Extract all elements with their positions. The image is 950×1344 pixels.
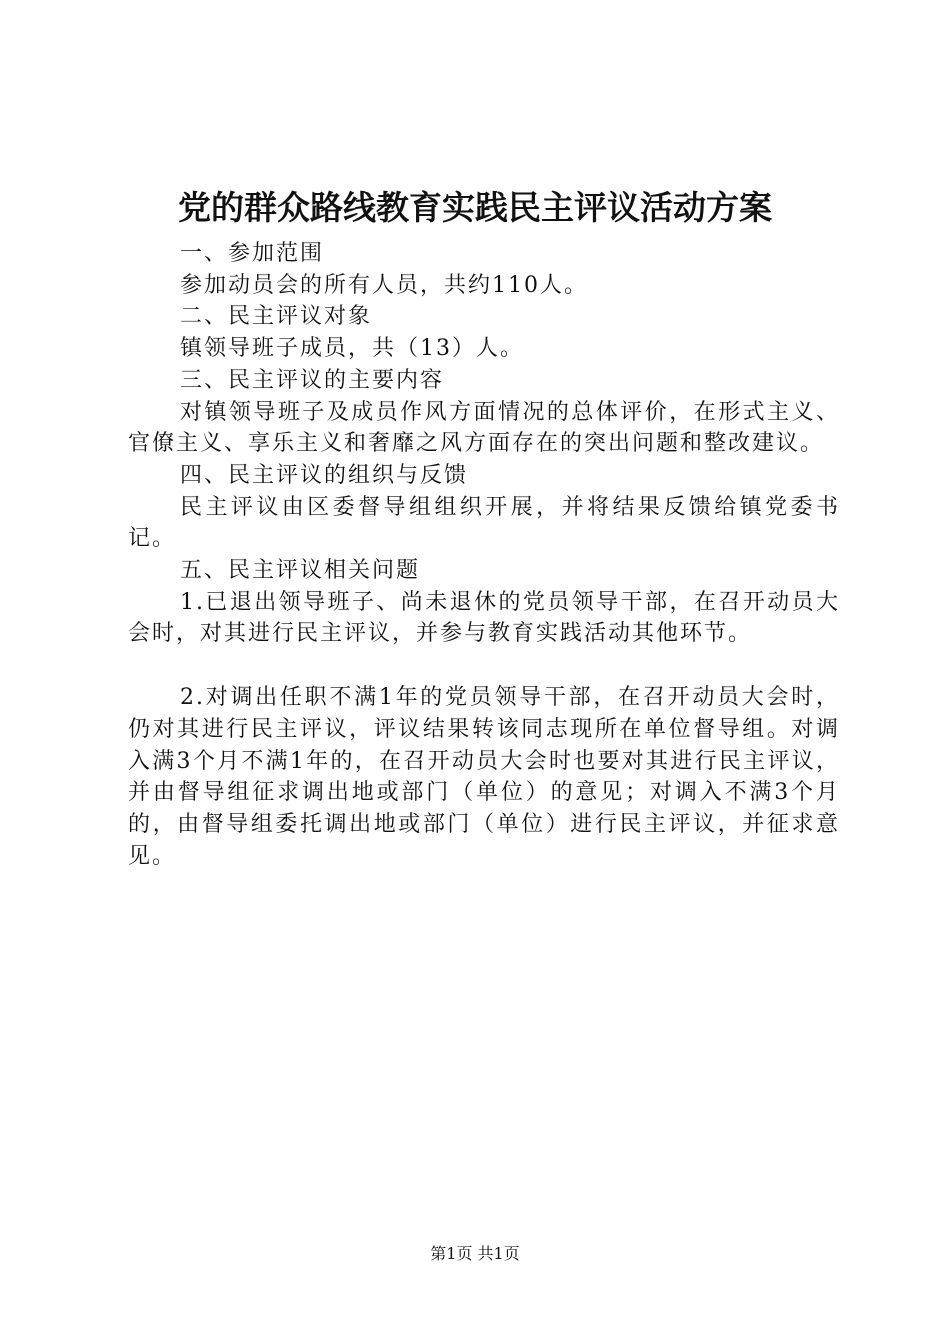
page-footer: 第1页 共1页 [430,1244,520,1263]
section-heading-related-issues: 五、民主评议相关问题 [180,558,421,584]
section-paragraph-scope: 参加动员会的所有人员，共约110人。 [180,272,588,298]
section-heading-targets: 二、民主评议对象 [180,304,373,330]
section-paragraph-content: 对镇领导班子及成员作风方面情况的总体评价，在形式主义、官僚主义、享乐主义和奢靡之风方面存在的突出问题和整改建议。 [128,399,840,457]
document-title: 党的群众路线教育实践民主评议活动方案 [178,188,772,227]
section-paragraph-organization: 民主评议由区委督导组组织开展，并将结果反馈给镇党委书记。 [128,494,840,552]
section-paragraph-targets: 镇领导班子成员，共（13）人。 [180,336,524,362]
section-heading-organization: 四、民主评议的组织与反馈 [180,462,469,488]
section-paragraph-issue-1: 1.已退出领导班子、尚未退休的党员领导干部，在召开动员大会时，对其进行民主评议，并参与教育实践活动其他环节。 [128,589,840,647]
section-heading-content: 三、民主评议的主要内容 [180,367,445,393]
section-paragraph-issue-2: 2.对调出任职不满1年的党员领导干部，在召开动员大会时，仍对其进行民主评议，评议结果转该同志现所在单位督导组。对调入满3个月不满1年的，在召开动员大会时也要对其进行民主评议，并由督导组征求调出地或部门（单位）的意见；对调入不满3个月的，由督导组委托调出地或部门（单位）进行民主评议，并征求意见。 [128,685,840,869]
document-body [128,238,840,872]
section-heading-scope: 一、参加范围 [180,241,325,266]
paragraph-spacer [128,650,840,682]
